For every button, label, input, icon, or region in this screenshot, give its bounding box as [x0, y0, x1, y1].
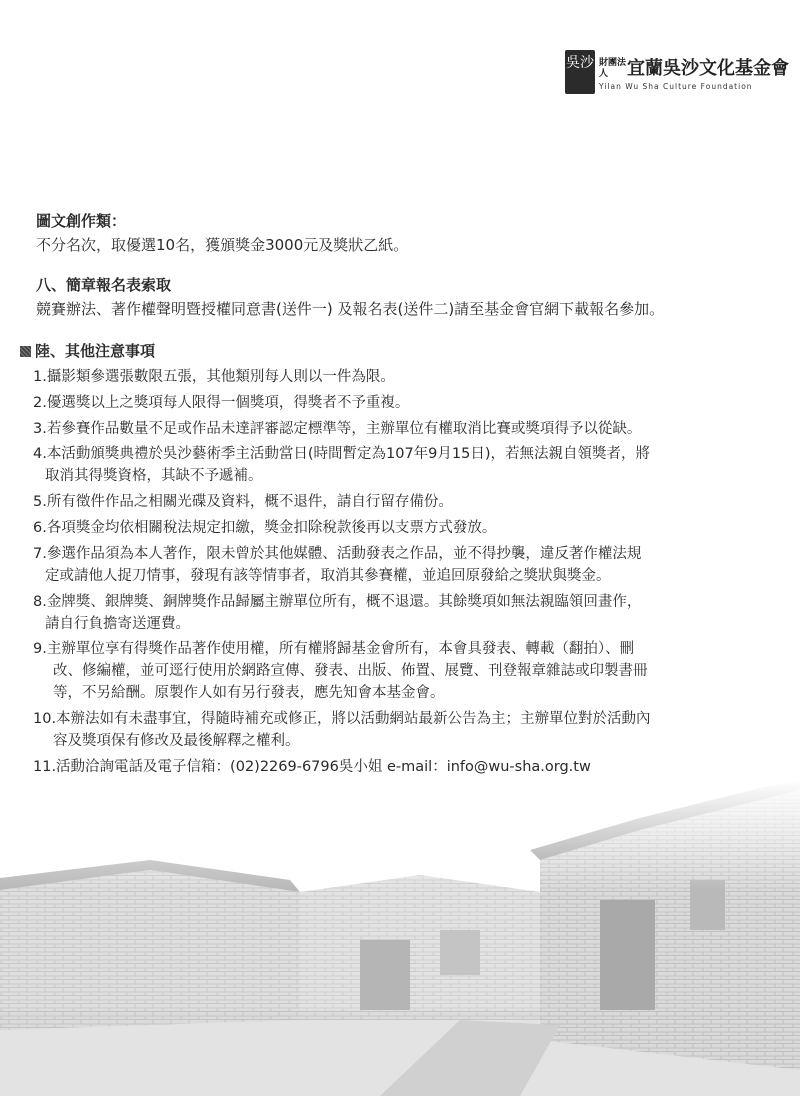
note-line: 2.優選獎以上之獎項每人限得一個獎項，得獎者不予重複。: [33, 394, 410, 411]
list-item: [33, 443, 773, 487]
logo-mark: 吳沙: [565, 50, 595, 94]
notes-title-text: 陸、其他注意事項: [35, 342, 156, 360]
note-line: 8.金牌獎、銀牌獎、銅牌獎作品歸屬主辦單位所有，概不退還。其餘獎項如無法親臨領回畫作，: [33, 593, 642, 610]
list-item: [33, 517, 773, 539]
note-line: 6.各項獎金均依相關稅法規定扣繳，獎金扣除稅款後再以支票方式發放。: [33, 519, 497, 536]
note-line: 等，不另給酬。原製作人如有另行發表，應先知會本基金會。: [53, 685, 445, 702]
list-item: [33, 543, 773, 587]
note-line: 3.若參賽作品數量不足或作品未達評審認定標準等，主辦單位有權取消比賽或獎項得予以從缺。: [33, 420, 642, 437]
note-line: 5.所有徵件作品之相關光碟及資料，概不退件，請自行留存備份。: [33, 494, 453, 511]
notes-section-title: [20, 340, 155, 362]
logo-foundation-name: 宜蘭吳沙文化基金會: [627, 58, 789, 79]
list-item: [33, 392, 773, 414]
art-category-title: 圖文創作類：: [36, 212, 127, 230]
forms-section-text: 競賽辦法、著作權聲明暨授權同意書(送件一) 及報名表(送件二)請至基金會官網下載報名參加。: [36, 300, 665, 318]
note-line: 10.本辦法如有未盡事宜，得隨時補充或修正，將以活動網站最新公告為主；主辦單位對於活動內: [33, 711, 651, 728]
note-line: 定或請他人捉刀情事，發現有該等情事者，取消其參賽權，並追回原發給之獎狀與獎金。: [45, 567, 611, 584]
forms-section-title: 八、簡章報名表索取: [36, 276, 172, 294]
building-watermark-image: [0, 780, 800, 1096]
list-item: [33, 366, 773, 388]
list-item: [33, 491, 773, 513]
note-line: 11.活動洽詢電話及電子信箱：(02)2269-6796吳小姐 e-mail：info@wu-sha.org.tw: [33, 758, 591, 775]
note-line: 取消其得獎資格，其缺不予遞補。: [45, 468, 263, 485]
logo-org-type: 財團法人: [599, 58, 627, 79]
list-item: [33, 591, 773, 635]
note-line: 9.主辦單位享有得獎作品著作使用權，所有權將歸基金會所有，本會具發表、轉載（翻拍）、刪: [33, 641, 635, 658]
note-line: 4.本活動頒獎典禮於吳沙藝術季主活動當日(時間暫定為107年9月15日)，若無法親自領獎者，將: [33, 446, 650, 463]
foundation-logo: [565, 50, 789, 98]
note-line: 1.攝影類參選張數限五張，其他類別每人則以一件為限。: [33, 369, 395, 385]
list-item: [33, 638, 773, 704]
logo-english-name: Yilan Wu Sha Culture Foundation: [599, 82, 753, 91]
square-bullet-icon: [20, 346, 31, 357]
list-item: [33, 418, 773, 440]
list-item: [33, 756, 773, 778]
note-line: 請自行負擔寄送運費。: [45, 615, 190, 632]
note-line: 容及獎項保有修改及最後解釋之權利。: [53, 733, 300, 750]
list-item: [33, 708, 773, 752]
note-line: 改、修編權，並可逕行使用於網路宣傳、發表、出版、佈置、展覽、刊登報章雜誌或印製書冊: [53, 663, 648, 680]
art-category-text: 不分名次，取優選10名，獲頒獎金3000元及獎狀乙紙。: [36, 236, 409, 254]
note-line: 7.參選作品須為本人著作，限未曾於其他媒體、活動發表之作品，並不得抄襲，違反著作權法規: [33, 545, 642, 562]
notes-list: [33, 366, 773, 782]
